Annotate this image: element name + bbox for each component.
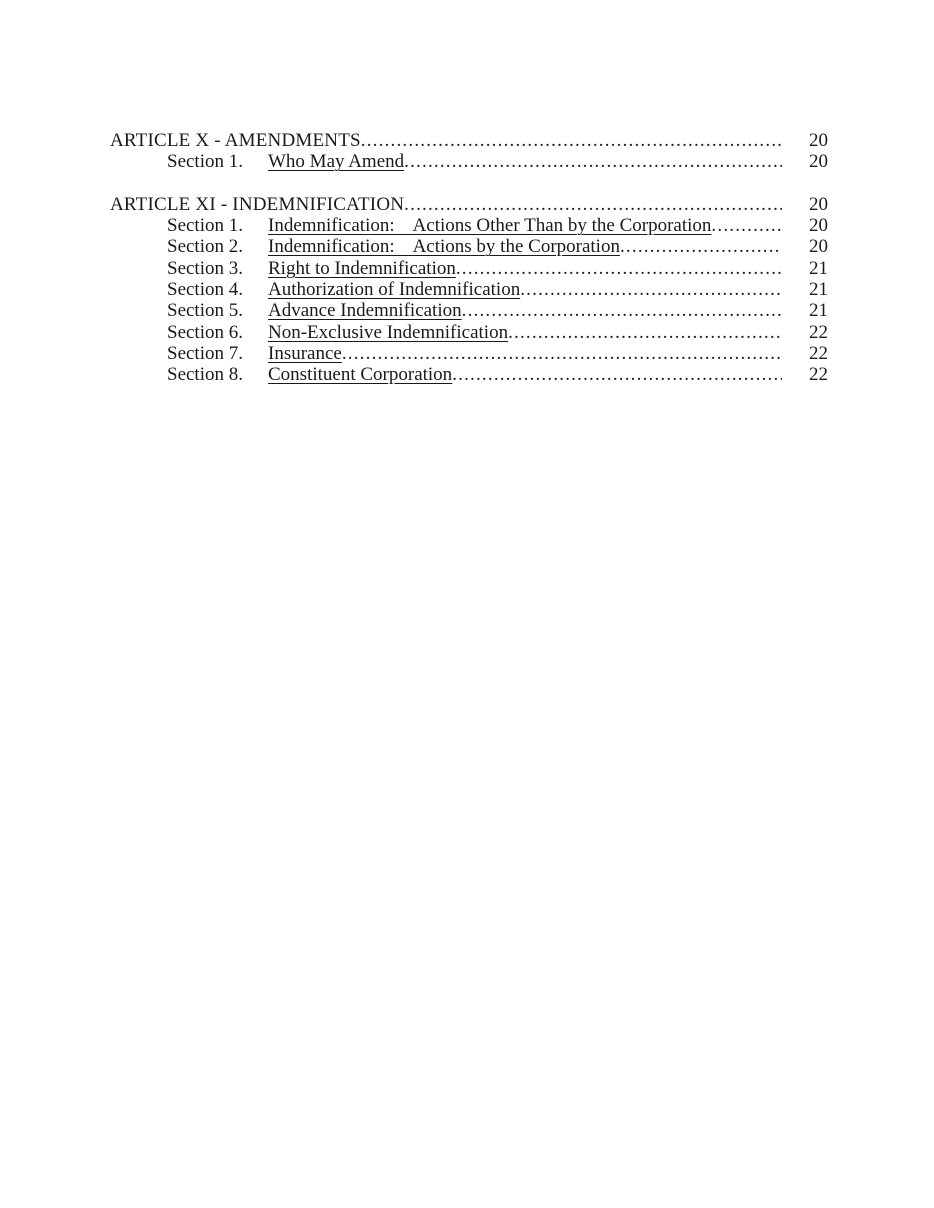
toc-section-row bbox=[110, 364, 828, 385]
dot-leader bbox=[452, 364, 782, 385]
section-title: Indemnification: Actions Other Than by the Corporation bbox=[268, 215, 712, 237]
page-number: 22 bbox=[809, 342, 828, 364]
toc-section-row bbox=[110, 300, 828, 321]
page-number: 20 bbox=[809, 151, 828, 173]
section-title: Non-Exclusive Indemnification bbox=[268, 321, 509, 343]
section-label: Section 1. bbox=[167, 215, 243, 237]
dot-leader bbox=[462, 300, 782, 321]
dot-leader bbox=[361, 130, 782, 151]
section-label: Section 2. bbox=[167, 236, 243, 258]
toc-section-row bbox=[110, 151, 828, 172]
section-title: Advance Indemnification bbox=[268, 300, 462, 322]
article-title: ARTICLE XI - INDEMNIFICATION bbox=[110, 193, 405, 215]
section-label: Section 3. bbox=[167, 257, 243, 279]
section-label: Section 7. bbox=[167, 342, 243, 364]
dot-leader bbox=[620, 236, 782, 257]
dot-leader bbox=[520, 279, 782, 300]
toc-section-row bbox=[110, 279, 828, 300]
toc-section-row bbox=[110, 343, 828, 364]
section-title: Authorization of Indemnification bbox=[268, 279, 521, 301]
toc-article-row bbox=[110, 130, 828, 151]
page-number: 21 bbox=[809, 300, 828, 322]
page-number: 20 bbox=[809, 193, 828, 215]
section-title: Right to Indemnification bbox=[268, 257, 456, 279]
table-of-contents bbox=[110, 130, 828, 386]
page-number: 21 bbox=[809, 279, 828, 301]
page-number: 20 bbox=[809, 215, 828, 237]
section-label: Section 6. bbox=[167, 321, 243, 343]
toc-section-row bbox=[110, 322, 828, 343]
toc-article-row bbox=[110, 194, 828, 215]
section-label: Section 8. bbox=[167, 364, 243, 386]
toc-section-row bbox=[110, 258, 828, 279]
dot-leader bbox=[404, 194, 782, 215]
page-number: 21 bbox=[809, 257, 828, 279]
section-label: Section 5. bbox=[167, 300, 243, 322]
page-number: 20 bbox=[809, 130, 828, 151]
page-number: 20 bbox=[809, 236, 828, 258]
article-title: ARTICLE X - AMENDMENTS bbox=[110, 130, 361, 151]
dot-leader bbox=[456, 258, 782, 279]
dot-leader bbox=[711, 215, 782, 236]
dot-leader bbox=[404, 151, 782, 172]
section-title: Who May Amend bbox=[268, 151, 405, 173]
page-number: 22 bbox=[809, 321, 828, 343]
toc-section-row bbox=[110, 215, 828, 236]
dot-leader bbox=[342, 343, 782, 364]
section-label: Section 1. bbox=[167, 151, 243, 173]
section-title: Indemnification: Actions by the Corporation bbox=[268, 236, 620, 258]
section-title: Insurance bbox=[268, 342, 342, 364]
dot-leader bbox=[508, 322, 782, 343]
toc-section-row bbox=[110, 236, 828, 257]
page-number: 22 bbox=[809, 364, 828, 386]
blank-line bbox=[110, 173, 828, 194]
section-title: Constituent Corporation bbox=[268, 364, 453, 386]
section-label: Section 4. bbox=[167, 279, 243, 301]
